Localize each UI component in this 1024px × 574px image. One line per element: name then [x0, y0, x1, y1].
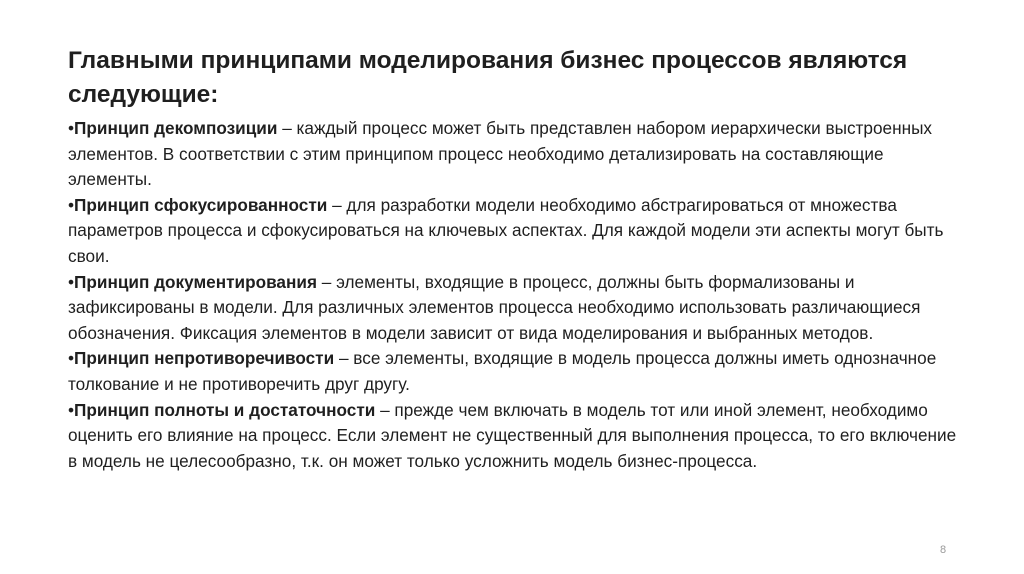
principle-description: – элементы, входящие в процесс, должны быть формализованы и зафиксированы в модели. Для различных элементов процесса необходимо использовать различающиеся обозначения. Фиксация элементов в модели зависит от вида моделирования и выбранных методов. [68, 271, 921, 343]
principle-item [68, 346, 968, 397]
principle-item [68, 116, 968, 193]
bullet: • [68, 348, 75, 369]
bullet: • [68, 194, 75, 215]
slide-title: Главными принципами моделирования бизнес процессов являются следующие: [68, 47, 908, 108]
principle-description: – прежде чем включать в модель тот или иной элемент, необходимо оценить его влияние на процесс. Если элемент не существенный для выполнения процесса, то его включение в модель не целесообразно, т.к. он может только усложнить модель бизнес-процесса. [68, 399, 957, 471]
principle-item [68, 270, 968, 347]
page-number: 8 [940, 544, 947, 556]
bullet: • [68, 399, 75, 420]
principle-description: – каждый процесс может быть представлен набором иерархически выстроенных элементов. В соответствии с этим принципом процесс необходимо детализировать на составляющие элементы. [68, 118, 933, 190]
principle-name: Принцип непротиворечивости [74, 348, 335, 369]
principle-description: – все элементы, входящие в модель процесса должны иметь однозначное толкование и не противоречить друг другу. [68, 348, 937, 394]
principle-description: – для разработки модели необходимо абстрагироваться от множества параметров процесса и сфокусироваться на ключевых аспектах. Для каждой модели эти аспекты могут быть свои. [68, 194, 944, 266]
bullet: • [68, 271, 75, 292]
bullet: • [68, 118, 75, 138]
principle-name: Принцип сфокусированности [74, 194, 328, 215]
principle-name: Принцип документирования [74, 271, 317, 292]
principle-item [68, 398, 968, 475]
principle-name: Принцип декомпозиции [74, 118, 278, 138]
principles-list [68, 116, 968, 474]
principle-name: Принцип полноты и достаточности [74, 399, 376, 420]
principle-item [68, 193, 968, 270]
